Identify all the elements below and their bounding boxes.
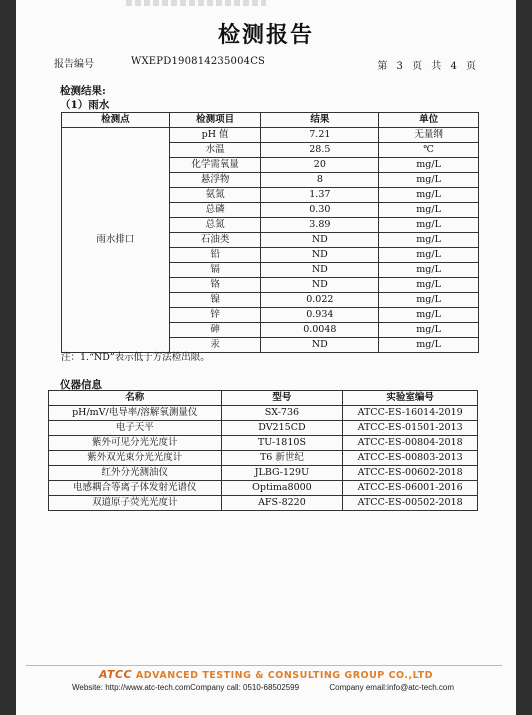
- instrument-name-cell: pH/mV/电导率/溶解氧测量仪: [49, 406, 222, 421]
- column-header-unit: 单位: [379, 113, 479, 128]
- table-row: [49, 481, 478, 496]
- lab-no-cell: ATCC-ES-16014-2019: [343, 406, 478, 421]
- item-cell: pH 值: [169, 128, 261, 143]
- result-cell: ND: [261, 278, 379, 293]
- result-cell: 0.0048: [261, 323, 379, 338]
- unit-cell: mg/L: [379, 218, 479, 233]
- instrument-name-cell: 红外分光测油仪: [49, 466, 222, 481]
- footer-email: Company email:info@atc-tech.com: [329, 683, 454, 692]
- report-number: WXEPD190814235004CS: [131, 56, 266, 67]
- report-page: [16, 0, 516, 715]
- table-row: [49, 406, 478, 421]
- item-cell: 锌: [169, 308, 261, 323]
- unit-cell: mg/L: [379, 233, 479, 248]
- model-cell: Optima8000: [221, 481, 343, 496]
- results-header-row: [62, 113, 479, 128]
- result-cell: 8: [261, 173, 379, 188]
- item-cell: 总磷: [169, 203, 261, 218]
- nd-note: 注：1.“ND”表示低于方法检出限。: [61, 352, 210, 363]
- item-cell: 砷: [169, 323, 261, 338]
- item-cell: 化学需氧量: [169, 158, 261, 173]
- column-header-result: 结果: [261, 113, 379, 128]
- model-cell: JLBG-129U: [221, 466, 343, 481]
- model-cell: DV215CD: [221, 421, 343, 436]
- footer-divider: [26, 665, 502, 666]
- unit-cell: mg/L: [379, 173, 479, 188]
- result-cell: 0.022: [261, 293, 379, 308]
- instrument-name-cell: 电子天平: [49, 421, 222, 436]
- table-row: [49, 451, 478, 466]
- lab-no-cell: ATCC-ES-01501-2013: [343, 421, 478, 436]
- table-row: [49, 436, 478, 451]
- lab-no-cell: ATCC-ES-00602-2018: [343, 466, 478, 481]
- unit-cell: mg/L: [379, 158, 479, 173]
- column-header-point: 检测点: [62, 113, 170, 128]
- item-cell: 铅: [169, 248, 261, 263]
- instruments-table: [48, 390, 478, 511]
- item-cell: 汞: [169, 338, 261, 353]
- result-cell: ND: [261, 248, 379, 263]
- sampling-point-cell: 雨水排口: [62, 128, 170, 353]
- results-table: [61, 112, 479, 353]
- brand-logo: ATCC: [99, 668, 133, 681]
- instrument-name-cell: 紫外可见分光光度计: [49, 436, 222, 451]
- rainwater-subsection-title: （1）雨水: [60, 99, 110, 111]
- lab-no-cell: ATCC-ES-00804-2018: [343, 436, 478, 451]
- footer-brand: [16, 668, 516, 681]
- column-header-item: 检测项目: [169, 113, 261, 128]
- instruments-header-row: [49, 391, 478, 406]
- report-number-label: 报告编号: [54, 59, 94, 70]
- result-cell: 0.934: [261, 308, 379, 323]
- result-cell: ND: [261, 338, 379, 353]
- item-cell: 总氮: [169, 218, 261, 233]
- result-cell: 0.30: [261, 203, 379, 218]
- unit-cell: mg/L: [379, 248, 479, 263]
- instrument-name-cell: 双道原子荧光光度计: [49, 496, 222, 511]
- item-cell: 氨氮: [169, 188, 261, 203]
- item-cell: 镍: [169, 293, 261, 308]
- lab-no-cell: ATCC-ES-00502-2018: [343, 496, 478, 511]
- item-cell: 镉: [169, 263, 261, 278]
- item-cell: 铬: [169, 278, 261, 293]
- result-cell: 1.37: [261, 188, 379, 203]
- unit-cell: mg/L: [379, 323, 479, 338]
- item-cell: 悬浮物: [169, 173, 261, 188]
- page-info: 第 3 页 共 4 页: [377, 61, 476, 72]
- table-row: [62, 128, 479, 143]
- instrument-name-cell: 电感耦合等离子体发射光谱仪: [49, 481, 222, 496]
- table-row: [49, 421, 478, 436]
- unit-cell: mg/L: [379, 278, 479, 293]
- unit-cell: ℃: [379, 143, 479, 158]
- unit-cell: mg/L: [379, 308, 479, 323]
- unit-cell: mg/L: [379, 188, 479, 203]
- unit-cell: mg/L: [379, 203, 479, 218]
- item-cell: 石油类: [169, 233, 261, 248]
- lab-no-cell: ATCC-ES-06001-2016: [343, 481, 478, 496]
- instruments-section-title: 仪器信息: [60, 379, 102, 391]
- table-row: [49, 496, 478, 511]
- results-section-title: 检测结果:: [60, 85, 106, 97]
- result-cell: 3.89: [261, 218, 379, 233]
- brand-company-name: ADVANCED TESTING & CONSULTING GROUP CO.,LTD: [135, 670, 433, 681]
- table-row: [49, 466, 478, 481]
- page-title: 检测报告: [217, 22, 314, 48]
- result-cell: 28.5: [261, 143, 379, 158]
- result-cell: 20: [261, 158, 379, 173]
- unit-cell: mg/L: [379, 293, 479, 308]
- column-header-name: 名称: [49, 391, 222, 406]
- result-cell: 7.21: [261, 128, 379, 143]
- column-header-model: 型号: [221, 391, 343, 406]
- result-cell: ND: [261, 263, 379, 278]
- column-header-lab-no: 实验室编号: [343, 391, 478, 406]
- lab-no-cell: ATCC-ES-00803-2013: [343, 451, 478, 466]
- result-cell: ND: [261, 233, 379, 248]
- unit-cell: 无量纲: [379, 128, 479, 143]
- unit-cell: mg/L: [379, 263, 479, 278]
- model-cell: T6 新世纪: [221, 451, 343, 466]
- model-cell: AFS-8220: [221, 496, 343, 511]
- header-watermark: [126, 0, 266, 6]
- instrument-name-cell: 紫外双光束分光光度计: [49, 451, 222, 466]
- item-cell: 水温: [169, 143, 261, 158]
- footer-website-phone: Website: http://www.atc-tech.comCompany call: 0510-68502599: [72, 683, 300, 692]
- unit-cell: mg/L: [379, 338, 479, 353]
- model-cell: SX-736: [221, 406, 343, 421]
- model-cell: TU-1810S: [221, 436, 343, 451]
